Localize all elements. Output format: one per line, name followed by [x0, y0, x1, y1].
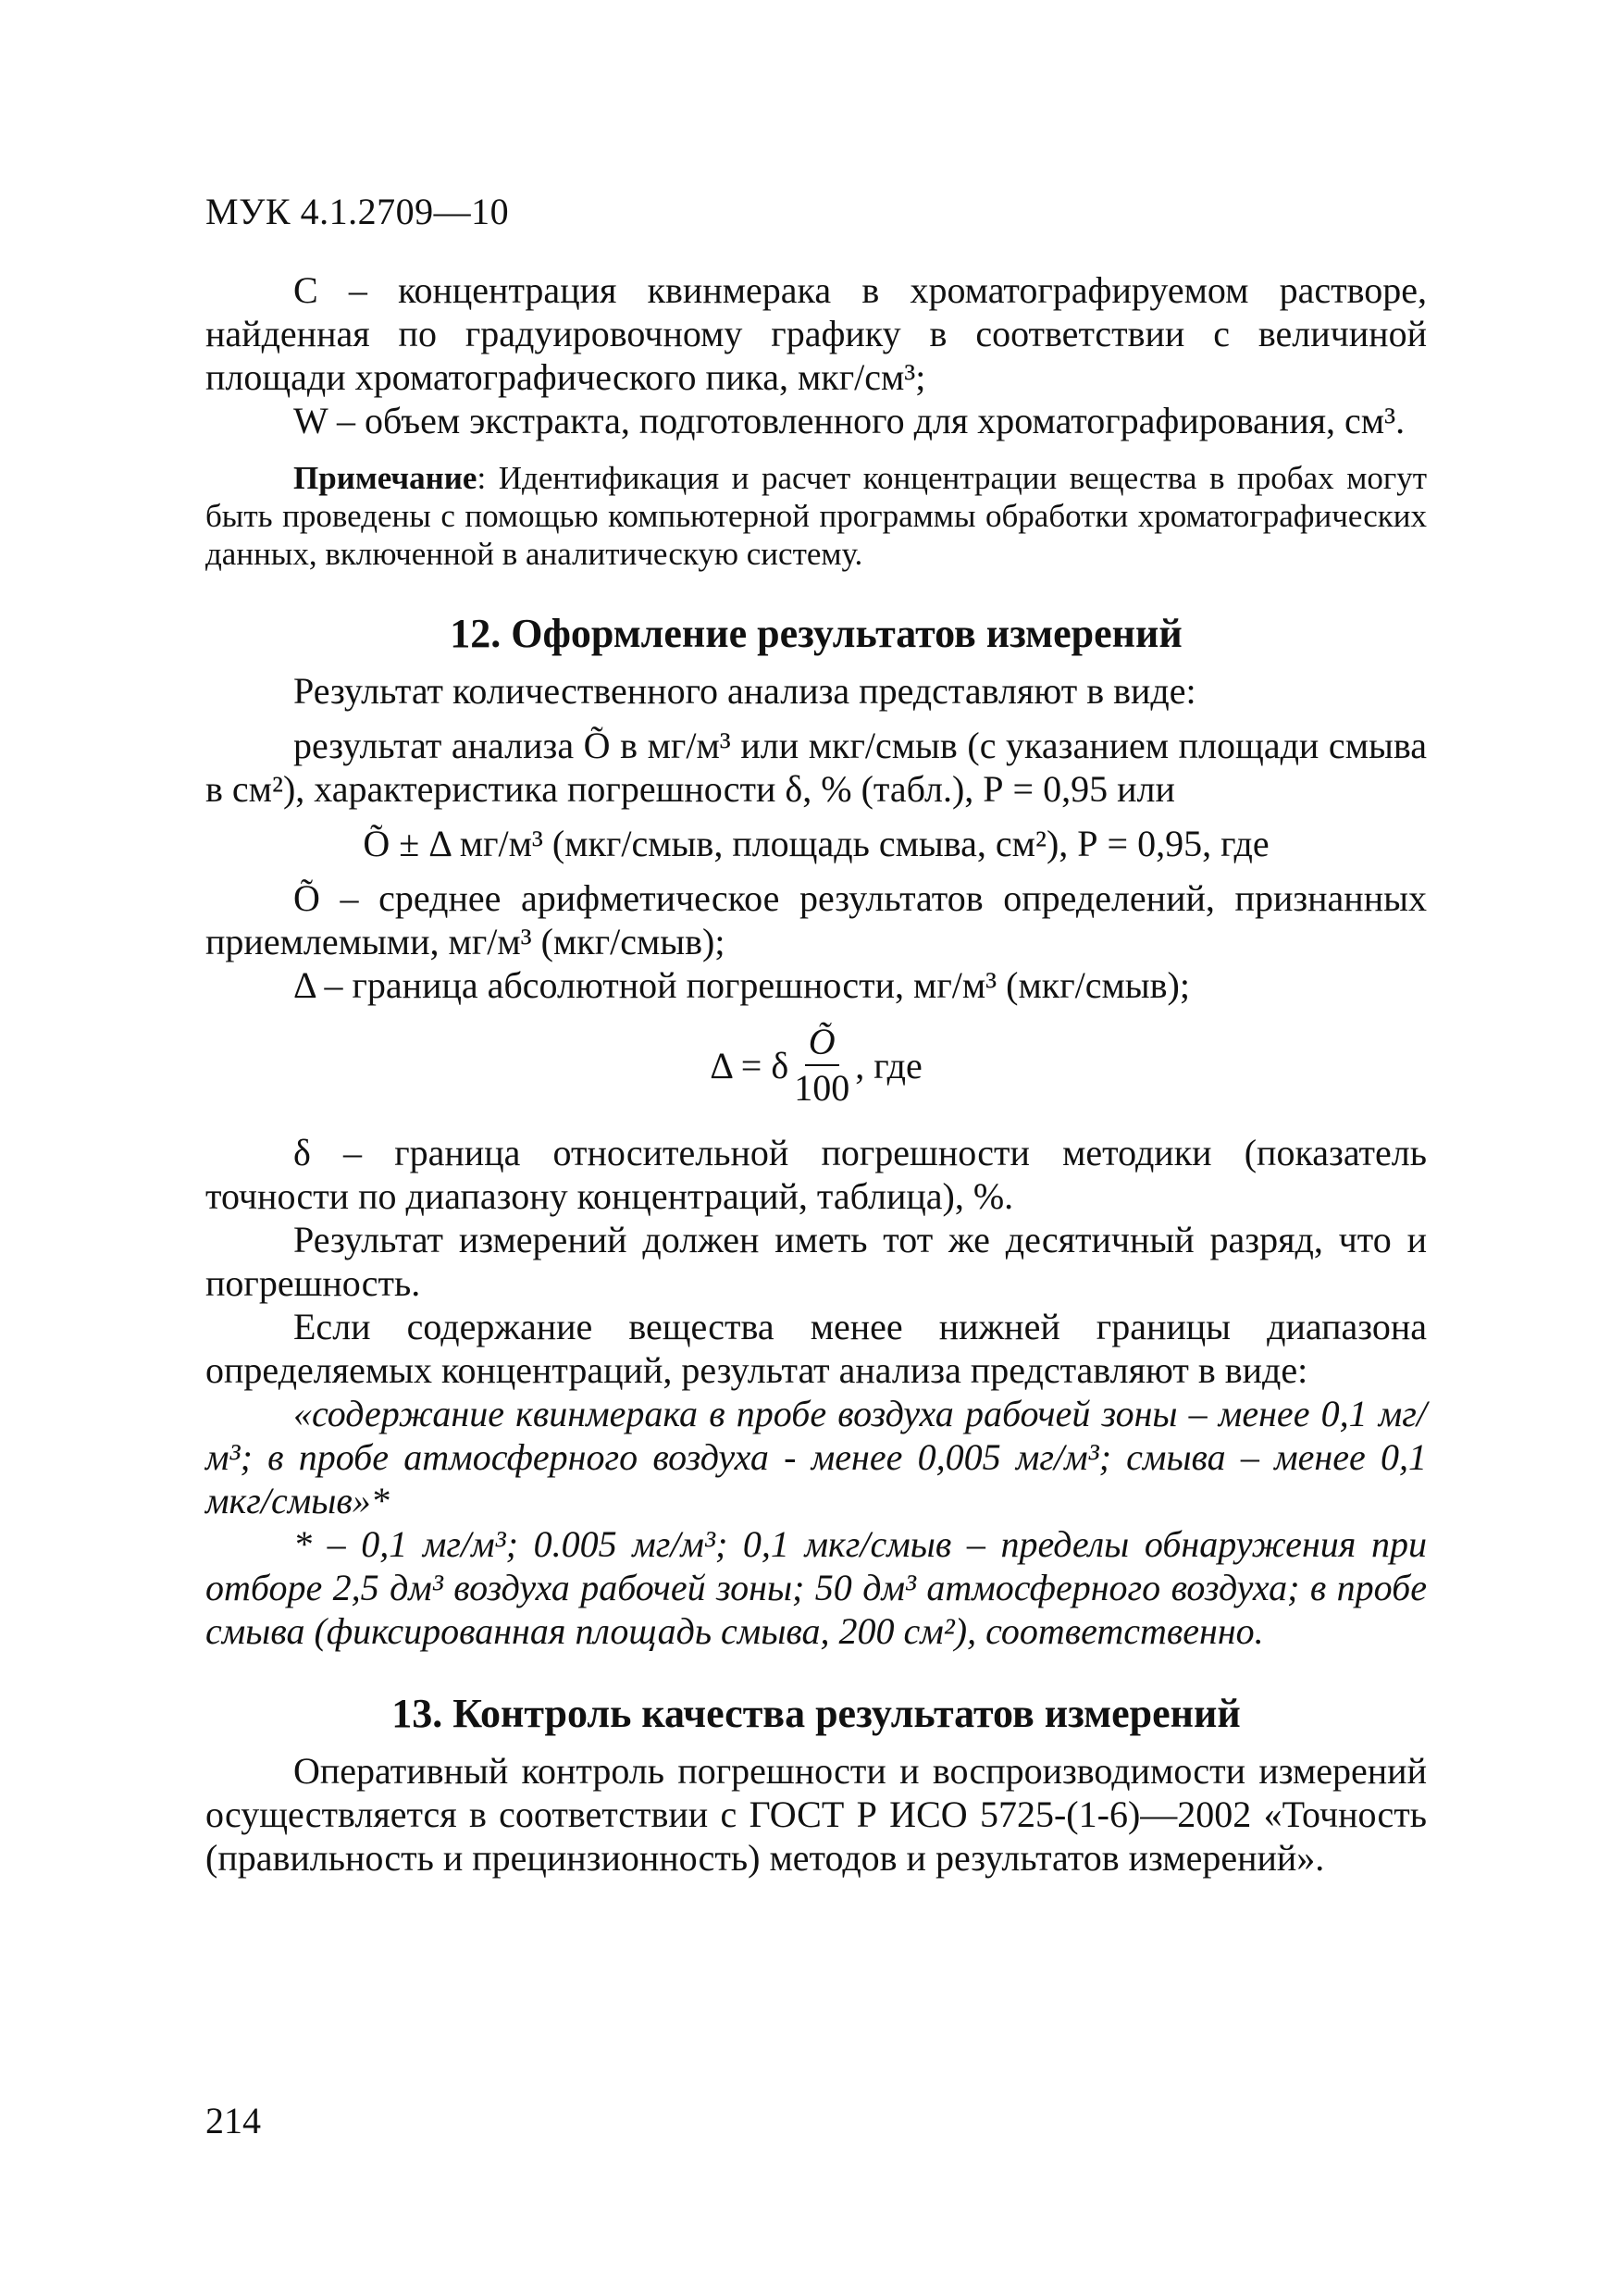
section-12-footnote: * – 0,1 мг/м³; 0.005 мг/м³; 0,1 мкг/смыв – пределы обнаружения при отборе 2,5 дм³ воздуха рабочей зоны; 50 дм³ атмосферного воздуха; в пробе смыва (фиксированная площадь смыва, 200 см²), соответственно.	[205, 1523, 1427, 1652]
section-12-p8: Если содержание вещества менее нижней границы диапазона определяемых концентраций, результат анализа представляют в виде:	[205, 1306, 1427, 1391]
page-number: 214	[205, 2100, 261, 2141]
section-12-p1: Результат количественного анализа представляют в виде:	[293, 670, 1196, 712]
delta-formula	[205, 1020, 1427, 1111]
note-label: Примечание	[293, 460, 477, 496]
section-12-p9: «содержание квинмерака в пробе воздуха рабочей зоны – менее 0,1 мг/м³; в пробе атмосферного воздуха - менее 0,005 мг/м³; смыва – менее 0,1 мкг/смыв»*	[205, 1393, 1427, 1521]
c-definition: С – концентрация квинмерака в хроматографируемом растворе, найденная по градуировочному графику в соответствии с величиной площади хроматографического пика, мкг/см³;	[205, 269, 1427, 398]
section-12-title: 12. Оформление результатов измерений	[450, 611, 1183, 656]
running-header: МУК 4.1.2709—10	[205, 191, 510, 232]
note-text: : Идентификация и расчет концентрации вещества в пробах могут быть проведены с помощью компьютерной программы обработки хроматографических данных, включенной в аналитическую систему.	[205, 460, 1427, 572]
note-paragraph	[205, 459, 1427, 573]
formula-lhs: Δ = δ	[710, 1044, 789, 1086]
section-13-title: 13. Контроль качества результатов измерений	[391, 1691, 1241, 1736]
section-12-p5: Δ – граница абсолютной погрешности, мг/м³ (мкг/смыв);	[293, 964, 1190, 1006]
section-13-p1: Оперативный контроль погрешности и воспроизводимости измерений осуществляется в соответствии с ГОСТ Р ИСО 5725-(1-6)—2002 «Точность (правильность и прецинзионность) методов и результатов измерений».	[205, 1750, 1427, 1879]
w-definition: W – объем экстракта, подготовленного для хроматографирования, см³.	[293, 400, 1406, 441]
page-body	[205, 268, 1427, 1880]
formula-tail: , где	[855, 1044, 923, 1086]
section-12-p6: δ – граница относительной погрешности методики (показатель точности по диапазону концентраций, таблица), %.	[205, 1132, 1427, 1217]
section-12-p7: Результат измерений должен иметь тот же десятичный разряд, что и погрешность.	[205, 1219, 1427, 1304]
section-12-p3: Õ ± Δ мг/м³ (мкг/смыв, площадь смыва, см²), Р = 0,95, где	[363, 823, 1270, 864]
section-12-p4: Õ – среднее арифметическое результатов определений, признанных приемлемыми, мг/м³ (мкг/смыв);	[205, 877, 1427, 962]
formula-fraction	[794, 1020, 849, 1111]
formula-denominator: 100	[794, 1067, 850, 1109]
formula-numerator: Õ	[805, 1020, 839, 1066]
section-12-p2: результат анализа Õ в мг/м³ или мкг/смыв (с указанием площади смыва в см²), характеристика погрешности δ, % (табл.), Р = 0,95 или	[205, 725, 1427, 810]
